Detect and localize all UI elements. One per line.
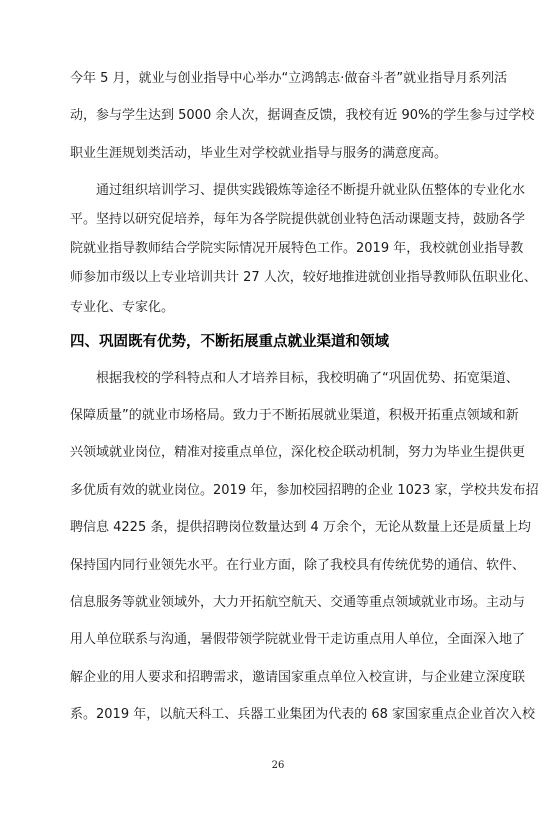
paragraph2-line-4: 师参加市级以上专业培训共计 27 人次，较好地推进就创业指导教师队伍职业化、 bbox=[70, 270, 537, 285]
paragraph3-line-7: 信息服务等就业领域外，大力开拓航空航天、交通等重点领域就业市场。主动与 bbox=[70, 595, 526, 610]
paragraph3-line-1: 根据我校的学科特点和人才培养目标，我校明确了“巩固优势、拓宽渠道、 bbox=[96, 371, 519, 386]
paragraph3-line-8: 用人单位联系与沟通，暑假带领学院就业骨干走访重点用人单位，全面深入地了 bbox=[70, 632, 526, 647]
page-number: 26 bbox=[271, 760, 285, 771]
paragraph1-line-1: 今年 5 月，就业与创业指导中心举办“立鸿鹄志·做奋斗者”就业指导月系列活 bbox=[70, 71, 508, 86]
paragraph1-line-3: 职业生涯规划类活动，毕业生对学校就业指导与服务的满意度高。 bbox=[70, 146, 448, 161]
paragraph2-line-2: 平。坚持以研究促培养，每年为各学院提供就创业特色活动课题支持，鼓励各学 bbox=[70, 212, 526, 227]
paragraph3-line-5: 聘信息 4225 条，提供招聘岗位数量达到 4 万余个，无论从数量上还是质量上均 bbox=[70, 520, 531, 535]
paragraph3-line-6: 保持国内同行业领先水平。在行业方面，除了我校具有传统优势的通信、软件、 bbox=[70, 558, 526, 573]
paragraph3-line-3: 兴领域就业岗位，精准对接重点单位，深化校企联动机制，努力为毕业生提供更 bbox=[70, 445, 526, 460]
paragraph3-line-9: 解企业的用人要求和招聘需求，邀请国家重点单位入校宣讲，与企业建立深度联 bbox=[70, 670, 526, 685]
section-heading: 四、巩固既有优势，不断拓展重点就业渠道和领域 bbox=[70, 334, 389, 350]
paragraph2-line-1: 通过组织培训学习、提供实践锻炼等途径不断提升就业队伍整体的专业化水 bbox=[96, 183, 526, 198]
paragraph2-line-3: 院就业指导教师结合学院实际情况开展特色工作。2019 年，我校就创业指导教 bbox=[70, 241, 524, 256]
paragraph1-line-2: 动，参与学生达到 5000 余人次，据调查反馈，我校有近 90%的学生参与过学校 bbox=[70, 108, 535, 123]
paragraph3-line-4: 多优质有效的就业岗位。2019 年，参加校园招聘的企业 1023 家，学校共发布招 bbox=[70, 483, 539, 498]
paragraph3-line-2: 保障质量”的就业市场格局。致力于不断拓展就业渠道，积极开拓重点领域和新 bbox=[70, 408, 519, 423]
paragraph2-line-5: 专业化、专家化。 bbox=[70, 300, 175, 315]
paragraph3-line-10: 系。2019 年，以航天科工、兵器工业集团为代表的 68 家国家重点企业首次入校 bbox=[70, 707, 536, 722]
